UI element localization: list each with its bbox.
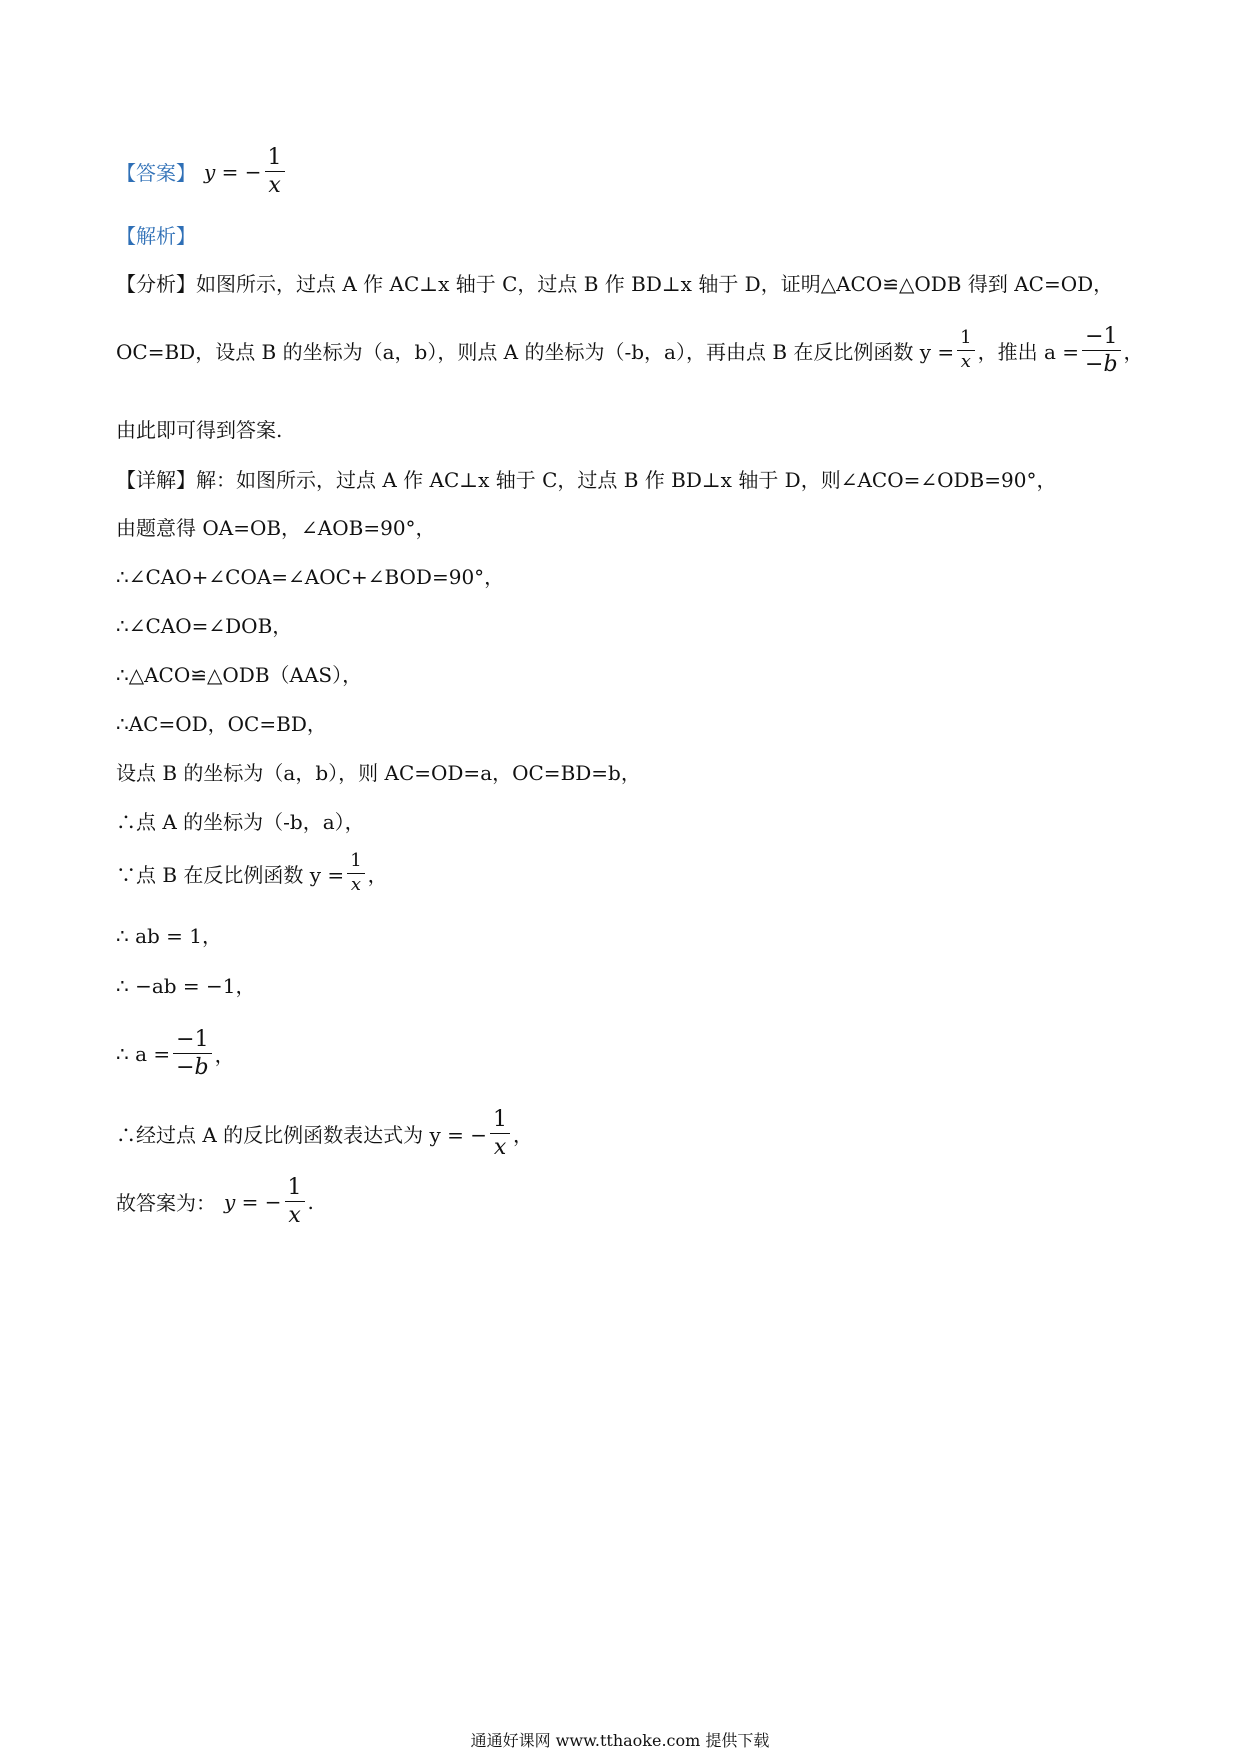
answer-fraction (265, 146, 285, 197)
xiangjie-fraction-13 (490, 1108, 510, 1159)
xiangjie-fraction-12-den: −b (176, 1055, 209, 1081)
answer-numerator: 1 (265, 146, 285, 172)
fenxi-fraction-1-den: x (960, 351, 971, 373)
answer-expr: y = − (204, 159, 262, 184)
xiangjie-text-14-expr: y = − (224, 1189, 282, 1214)
xiangjie-line-14 (116, 1176, 314, 1227)
xiangjie-fraction-9-den: x (350, 873, 361, 895)
fenxi-label: 【分析】 (116, 272, 196, 296)
xiangjie-line-10: ∴ ab = 1， (116, 924, 223, 948)
xiangjie-line-8: ∴点 A 的坐标为（-b，a）， (116, 810, 365, 834)
xiangjie-text-13a: ∴经过点 A 的反比例函数表达式为 y = − (116, 1123, 488, 1148)
xiangjie-text-14a: 故答案为： (116, 1191, 216, 1216)
xiangjie-line-11: ∴ −ab = −1， (116, 974, 256, 998)
xiangjie-text-13b: ， (513, 1123, 534, 1148)
xiangjie-text-12b: ， (214, 1043, 235, 1068)
xiangjie-fraction-13-num: 1 (490, 1108, 510, 1134)
fenxi-fraction-2-num: −1 (1082, 325, 1120, 351)
fenxi-text-2b: ，推出 a = (977, 340, 1080, 365)
answer-denominator: x (268, 173, 281, 199)
xiangjie-line-5: ∴△ACO≌△ODB（AAS）， (116, 663, 363, 687)
fenxi-fraction-1 (957, 329, 974, 372)
xiangjie-fraction-13-den: x (493, 1135, 507, 1161)
answer-label: 【答案】 (116, 161, 196, 186)
xiangjie-line-12 (116, 1028, 235, 1079)
fenxi-line-1 (116, 268, 1113, 297)
xiangjie-line-1 (116, 464, 1056, 493)
xiangjie-text-12a: ∴ a = (116, 1041, 171, 1066)
xiangjie-fraction-9-num: 1 (347, 852, 364, 874)
xiangjie-text-9a: ∵点 B 在反比例函数 y = (116, 862, 345, 887)
fenxi-text-2a: OC=BD，设点 B 的坐标为（a，b），则点 A 的坐标为（-b，a），再由点 B 在反比例函数 y = (116, 340, 955, 365)
xiangjie-line-3: ∴∠CAO+∠COA=∠AOC+∠BOD=90°， (116, 565, 505, 589)
fenxi-fraction-2 (1082, 325, 1121, 376)
xiangjie-text-9b: ， (367, 862, 388, 887)
xiangjie-line-7: 设点 B 的坐标为（a，b），则 AC=OD=a，OC=BD=b， (116, 761, 641, 785)
xiangjie-fraction-12 (173, 1028, 212, 1079)
answer-line (116, 146, 288, 197)
xiangjie-fraction-14 (285, 1176, 305, 1227)
xiangjie-text-1: 解：如图所示，过点 A 作 AC⊥x 轴于 C，过点 B 作 BD⊥x 轴于 D，则∠ACO=∠ODB=90°， (196, 468, 1057, 492)
page-footer: 通通好课网 www.tthaoke.com 提供下载 (470, 1731, 770, 1750)
xiangjie-fraction-14-num: 1 (285, 1176, 305, 1202)
xiangjie-text-14b: . (307, 1189, 314, 1214)
xiangjie-line-6: ∴AC=OD，OC=BD， (116, 712, 327, 736)
fenxi-text-1: 如图所示，过点 A 作 AC⊥x 轴于 C，过点 B 作 BD⊥x 轴于 D，证明△ACO≌△ODB 得到 AC=OD， (196, 272, 1114, 296)
xiangjie-fraction-12-num: −1 (173, 1028, 211, 1054)
fenxi-fraction-2-den: −b (1085, 352, 1118, 378)
fenxi-line-3: 由此即可得到答案. (116, 418, 283, 442)
xiangjie-line-2: 由题意得 OA=OB，∠AOB=90°， (116, 516, 436, 540)
xiangjie-line-4: ∴∠CAO=∠DOB， (116, 614, 293, 638)
xiangjie-label: 【详解】 (116, 468, 196, 492)
fenxi-line-2 (116, 325, 1144, 376)
xiangjie-fraction-14-den: x (288, 1203, 301, 1229)
xiangjie-line-13 (116, 1108, 533, 1159)
fenxi-text-2c: ， (1123, 340, 1144, 365)
xiangjie-fraction-9 (347, 852, 364, 895)
xiangjie-line-9 (116, 852, 388, 895)
fenxi-fraction-1-num: 1 (957, 329, 974, 351)
analysis-label: 【解析】 (116, 224, 196, 248)
